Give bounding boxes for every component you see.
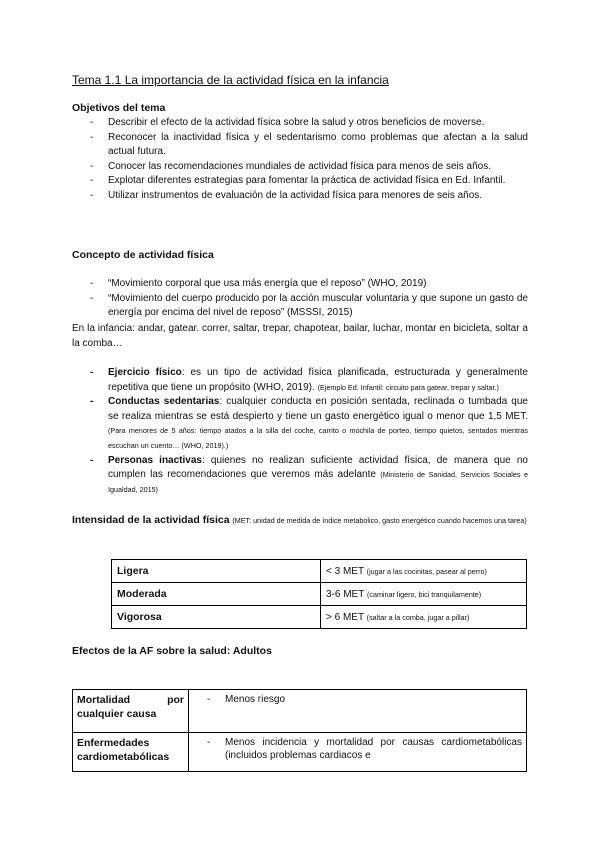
definition-text: : quienes no realizan suficiente actividad física, de manera que no cumplen las recomendaciones que veremos más adelante — [108, 454, 528, 481]
definition-note: (Ejemplo Ed. Infantil: circuito para gatear, trepar y saltar.) — [317, 382, 499, 392]
list-item — [72, 454, 528, 498]
table-cell: Moderada — [112, 583, 321, 606]
definition-note: (Para menores de 5 años: tiempo atados a la silla del coche, carrito o mochila de porteo, tiempo quietos, sentados mientras escuchan un cuento… (WHO, 2019).) — [108, 426, 528, 450]
table-cell — [321, 606, 527, 629]
definition-text: : es un tipo de actividad física planificada, estructurada y generalmente repetitiva que tiene un propósito (WHO, 2019). — [108, 367, 528, 393]
table-cell: Ligera — [112, 560, 321, 583]
list-item: - Conocer las recomendaciones mundiales de actividad física para menos de seis años. — [72, 160, 528, 175]
definition-note: (Ministerio de Sanidad, Servicios Sociales e Igualdad, 2015) — [108, 470, 528, 494]
definition-term: Personas inactivas — [108, 454, 202, 466]
list-item: - Reconocer la inactividad física y el sedentarismo como problemas que afectan a la salud actual futura. — [72, 131, 528, 160]
intensidad-title: Intensidad de la actividad física — [72, 514, 230, 526]
efectos-heading: Efectos de la AF sobre la salud: Adultos — [72, 645, 272, 657]
page-title: Tema 1.1 La importancia de la actividad física en la infancia — [72, 73, 389, 87]
concepto-heading: Concepto de actividad física — [72, 249, 214, 261]
intensidad-note: (MET: unidad de medida de índice metabolico, gasto energético cuando hacemos una tarea) — [232, 516, 527, 525]
list-item — [72, 366, 528, 395]
concepto-quotes — [72, 277, 528, 321]
met-example: (saltar a la comba, jugar a pillar) — [366, 612, 470, 622]
objetivos-heading: Objetivos del tema — [72, 102, 166, 114]
table-row — [112, 560, 527, 583]
definition-term: Conductas sedentarias — [108, 396, 220, 408]
list-item: - “Movimiento del cuerpo producido por la acción muscular voluntaria y que supone un gasto de energía por encima del nivel de reposo” (MSSSI, 2015) — [72, 292, 528, 321]
effect-label-line: cardiometabólicas — [77, 751, 170, 763]
table-cell — [189, 690, 527, 733]
effects-table — [72, 689, 527, 772]
table-row — [73, 733, 527, 772]
infancia-paragraph: En la infancia: andar, gatear. correr, saltar, trepar, chapotear, bailar, luchar, montar en bicicleta, soltar a la comba… — [72, 323, 528, 349]
table-cell: Vigorosa — [112, 606, 321, 629]
intensidad-heading — [72, 513, 528, 529]
met-example: (jugar a las cocinitas, pasear al perro) — [366, 566, 487, 576]
met-value: > 6 MET — [326, 611, 364, 623]
objetivos-list — [72, 116, 528, 204]
table-cell — [321, 583, 527, 606]
effect-value: - Menos incidencia y mortalidad por causas cardiometabólicas (incluidos problemas cardiacos e — [189, 736, 522, 762]
definition-term: Ejercicio físico — [108, 367, 182, 378]
list-item — [72, 395, 528, 453]
table-cell — [321, 560, 527, 583]
list-item: - Describir el efecto de la actividad física sobre la salud y otros beneficios de moverse. — [72, 116, 528, 131]
effect-label-line: Enfermedades — [77, 737, 150, 749]
definiciones-list — [72, 366, 528, 497]
met-value: 3-6 MET — [326, 588, 365, 600]
list-item: - Utilizar instrumentos de evaluación de la actividad física para menores de seis años. — [72, 189, 528, 204]
table-row — [112, 583, 527, 606]
table-row — [73, 690, 527, 733]
list-item: - Explotar diferentes estrategias para fomentar la práctica de actividad física en Ed. Infantil. — [72, 174, 528, 189]
list-item: - “Movimiento corporal que usa más energía que el reposo” (WHO, 2019) — [72, 277, 528, 292]
intensity-table — [111, 559, 527, 629]
met-example: (caminar ligero, bici tranquilamente) — [366, 589, 482, 599]
table-cell — [73, 690, 189, 733]
effect-label-line: cualquier causa — [77, 708, 157, 720]
effect-label-line: Mortalidad por — [77, 694, 184, 706]
table-cell — [189, 733, 527, 772]
definition-text: : cualquier conducta en posición sentada, reclinada o tumbada que se realiza mientras se está despierto y tiene un gasto energético igual o menor que 1,5 MET. — [108, 396, 528, 422]
table-cell — [73, 733, 189, 772]
met-value: < 3 MET — [326, 565, 364, 577]
effect-value: - Menos riesgo — [189, 693, 522, 706]
table-row — [112, 606, 527, 629]
